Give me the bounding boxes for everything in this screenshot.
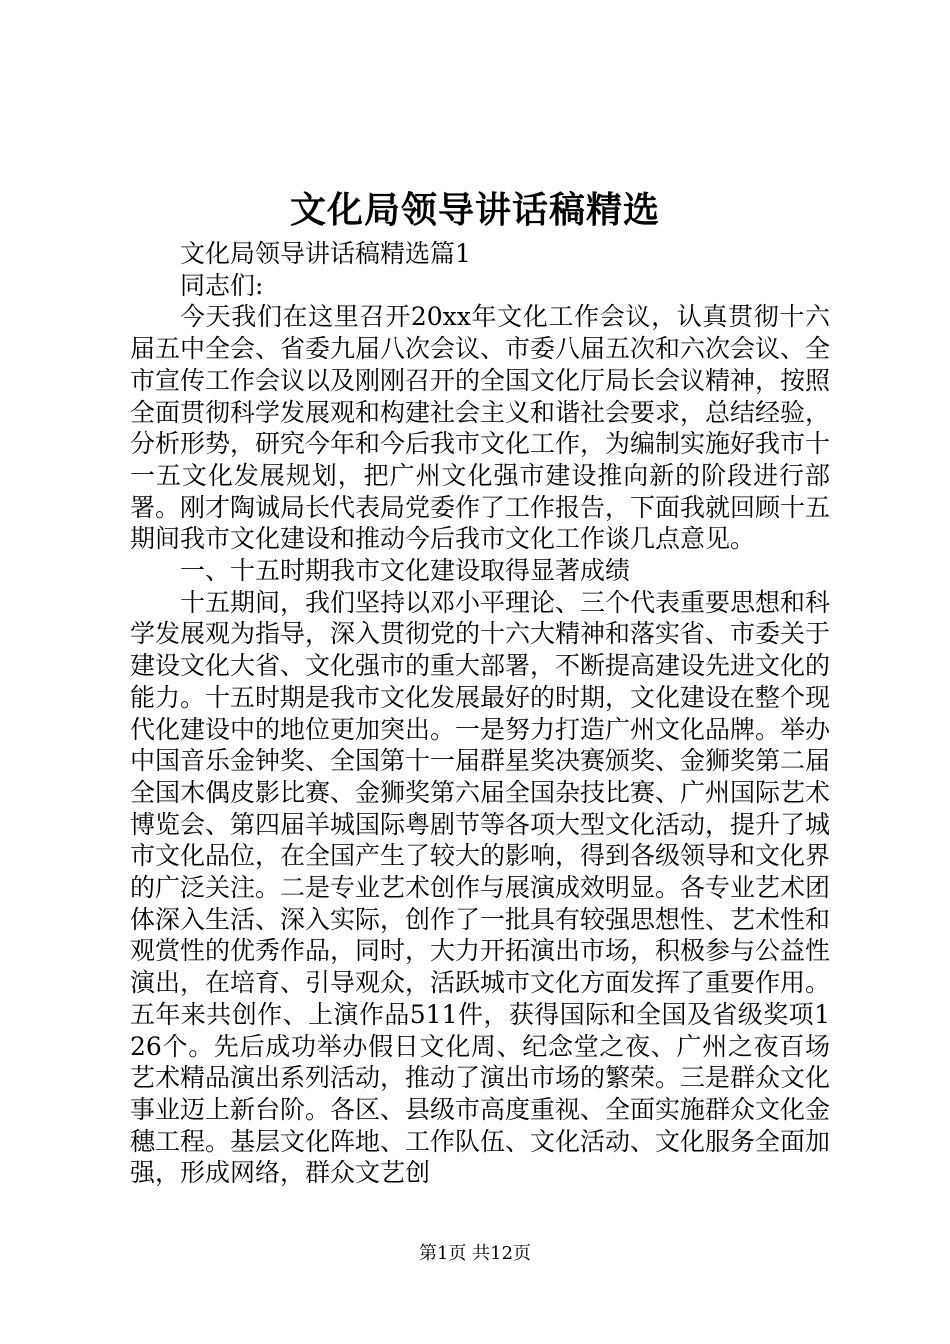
section-heading-subtitle: 文化局领导讲话稿精选篇1 bbox=[180, 239, 471, 268]
page-footer: 第1页 共12页 bbox=[418, 1243, 532, 1264]
paragraph-intro: 今天我们在这里召开20xx年文化工作会议，认真贯彻十六届五中全会、省委九届八次会议、市委八届五次和六次会议、全市宣传工作会议以及刚刚召开的全国文化厅局长会议精神，按照全面贯彻科学发展观和构建社会主义和谐社会要求，总结经验，分析形势，研究今年和今后我市文化工作，为编制实施好我市十一五文化发展规划，把广州文化强市建设推向新的阶段进行部署。刚才陶诚局长代表局党委作了工作报告，下面我就回顾十五期间我市文化建设和推动今后我市文化工作谈几点意见。 bbox=[130, 302, 831, 554]
salutation: 同志们: bbox=[180, 270, 264, 300]
document-title: 文化局领导讲话稿精选 bbox=[289, 189, 660, 231]
section-heading: 一、十五时期我市文化建设取得显著成绩 bbox=[180, 556, 631, 586]
paragraph-achievements: 十五期间，我们坚持以邓小平理论、三个代表重要思想和科学发展观为指导，深入贯彻党的十六大精神和落实省、市委关于建设文化大省、文化强市的重大部署，不断提高建设先进文化的能力。十五时期是我市文化发展最好的时期，文化建设在整个现代化建设中的地位更加突出。一是努力打造广州文化品牌。举办中国音乐金钟奖、全国第十一届群星奖决赛颁奖、金狮奖第二届全国木偶皮影比赛、金狮奖第六届全国杂技比赛、广州国际艺术博览会、第四届羊城国际粤剧节等各项大型文化活动，提升了城市文化品位，在全国产生了较大的影响，得到各级领导和文化界的广泛关注。二是专业艺术创作与展演成效明显。各专业艺术团体深入生活、深入实际，创作了一批具有较强思想性、艺术性和观赏性的优秀作品，同时，大力开拓演出市场，积极参与公益性演出，在培育、引导观众，活跃城市文化方面发挥了重要作用。五年来共创作、上演作品511件，获得国际和全国及省级奖项126个。先后成功举办假日文化周、纪念堂之夜、广州之夜百场艺术精品演出系列活动，推动了演出市场的繁荣。三是群众文化事业迈上新台阶。各区、县级市高度重视、全面实施群众文化金穗工程。基层文化阵地、工作队伍、文化活动、文化服务全面加强，形成网络，群众文艺创 bbox=[130, 587, 831, 1188]
document-body bbox=[130, 238, 830, 1189]
